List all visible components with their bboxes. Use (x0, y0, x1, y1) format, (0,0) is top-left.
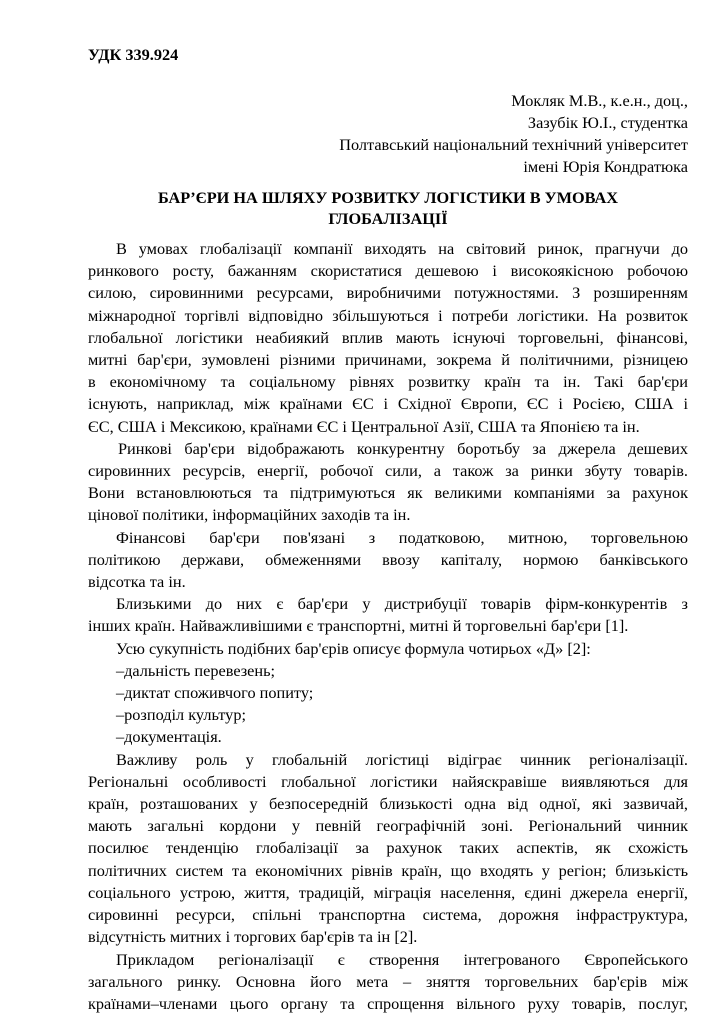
author-1: Мокляк М.В., к.е.н., доц., (511, 91, 688, 110)
title-line: БАР’ЄРИ НА ШЛЯХУ РОЗВИТКУ ЛОГІСТИКИ В УМОВАХ (158, 188, 618, 207)
paragraph-line: В умовах глобалізації компанії виходять на світовий ринок, прагнучи до (116, 239, 688, 258)
paragraph-line: Близькими до них є бар'єри у дистрибуції товарів фірм-конкурентів з (116, 594, 688, 614)
paragraph-line: цінової політики, інформаційних заходів та ін. (88, 505, 411, 525)
paragraph-line: відсотка та ін. (88, 572, 186, 592)
paragraph-line: інших країн. Найважливішими є транспортні, митні й торговельні бар'єри [1]. (88, 616, 629, 636)
author-block (339, 90, 688, 178)
paragraph-line: країн, розташованих у безпосередній близькості одна від одної, які зазвичай, (88, 794, 688, 814)
paragraph-line: ЄС, США і Мексикою, країнами ЄС і Центральної Азії, США та Японією та ін. (88, 416, 640, 436)
paragraph-line: політичних систем та економічних рівнів країн, що входять у регіон; близькість (88, 860, 688, 880)
paragraph-line: митні бар'єри, зумовлені різними причинами, зокрема й політичними, різницею (88, 350, 688, 370)
paragraph-line: Вони встановлюються та підтримуються як великими компаніями за рахунок (88, 483, 688, 503)
paragraph-line: посилює тенденцію глобалізації за рахунок таких аспектів, як схожість (88, 838, 688, 858)
paragraph-line: міжнародної торгівлі відповідно збільшуються і потреби логістики. На розвиток (88, 305, 688, 325)
title-line: ГЛОБАЛІЗАЦІЇ (328, 209, 448, 228)
list-item: –документація. (116, 727, 222, 747)
paragraph-line: відсутність митних і торгових бар'єрів та ін [2]. (88, 927, 418, 947)
paragraph-line: Важливу роль у глобальній логістиці відіграє чинник регіоналізації. (116, 749, 688, 769)
paragraph-line: політикою держави, обмеженнями ввозу капіталу, нормою банківського (88, 549, 688, 569)
paragraph-line: сировинних ресурсів, енергії, робочої сили, а також за ринки збуту товарів. (88, 461, 688, 481)
paragraph-line: глобальної логістики неабиякий вплив мають існуючі торговельні, фінансові, (88, 327, 688, 347)
paragraph-line: Прикладом регіоналізації є створення інтегрованого Європейського (116, 949, 688, 969)
author-2: Зазубік Ю.І., студентка (527, 113, 688, 132)
paragraph-line: мають загальні кордони у певній географічній зоні. Регіональний чинник (88, 816, 688, 836)
paragraph-line: силою, сировинними ресурсами, виробничими потужностями. З розширенням (88, 283, 688, 303)
paragraph-line: Усю сукупність подібних бар'єрів описує формула чотирьох «Д» [2]: (116, 638, 591, 658)
article-title (88, 187, 688, 229)
paragraph-line: Фінансові бар'єри пов'язані з податковою, митною, торговельною (116, 527, 688, 547)
paragraph-line: Ринкові бар'єри відображають конкурентну боротьбу за джерела дешевих (118, 438, 688, 458)
article-body (88, 238, 688, 1015)
affiliation-2: імені Юрія Кондратюка (523, 157, 688, 176)
list-item: –дальність перевезень; (116, 660, 276, 680)
paragraph-line: в економічному та соціальному рівнях розвитку країн та ін. Такі бар'єри (88, 372, 688, 392)
affiliation: Полтавський національний технічний університет (339, 135, 688, 154)
paragraph-line: Регіональні особливості глобальної логістики найяскравіше виявляються для (88, 771, 688, 791)
list-item: –розподіл культур; (116, 705, 246, 725)
paragraph-line: загального ринку. Основна його мета – зняття торговельних бар'єрів між (88, 971, 688, 991)
paragraph-line: країнами–членами цього органу та спрощення вільного руху товарів, послуг, (88, 993, 688, 1013)
udk-code: УДК 339.924 (88, 45, 179, 64)
list-item: –диктат споживчого попиту; (116, 683, 314, 703)
paragraph-line: соціального устрою, життя, традицій, міграція населення, єдині джерела енергії, (88, 882, 688, 902)
paragraph-line: існують, наприклад, між країнами ЄС і Східної Європи, ЄС і Росією, США і (88, 394, 688, 414)
paragraph-line: сировинні ресурси, спільні транспортна система, дорожня інфраструктура, (88, 905, 688, 925)
paragraph-line: ринкового росту, бажанням скористатися дешевою і високоякісною робочою (88, 261, 688, 281)
